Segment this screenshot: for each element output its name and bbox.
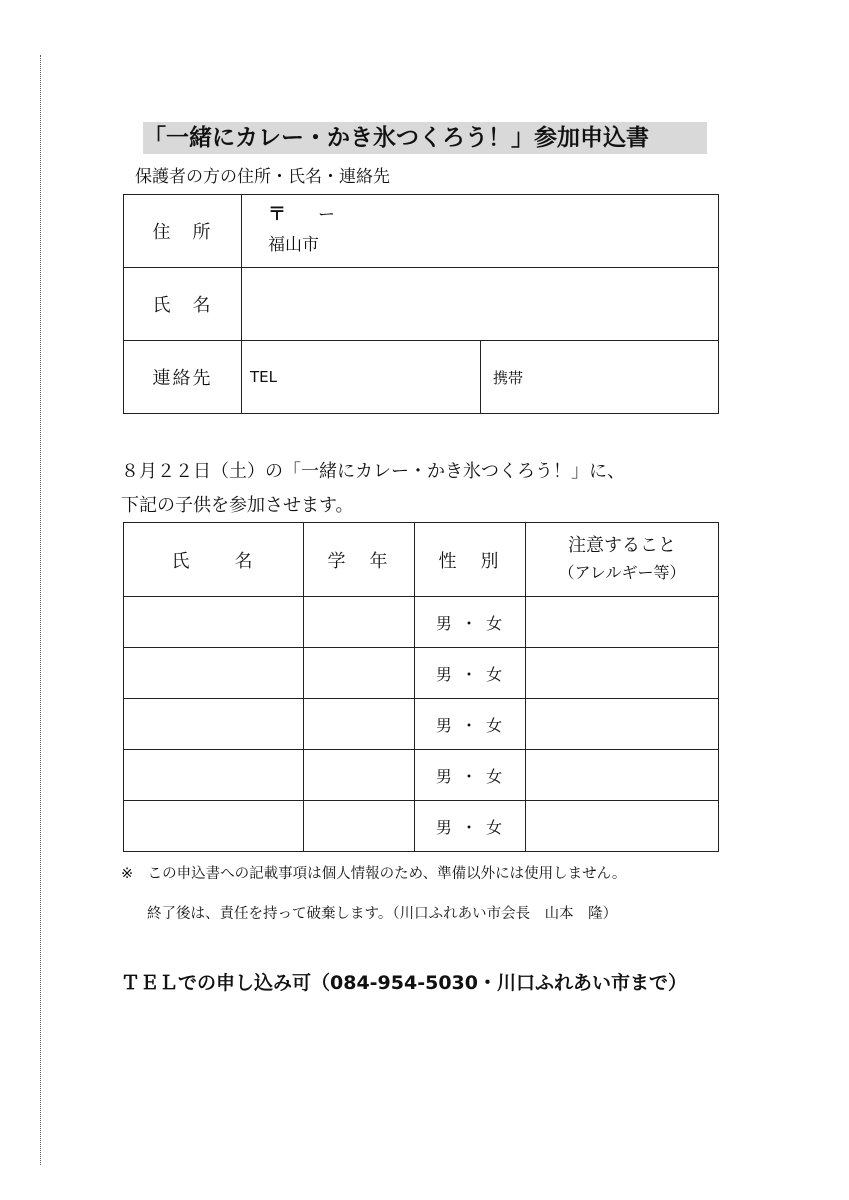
phone-application-note: ＴＥＬでの申し込み可（084-954-5030・川口ふれあい市まで） bbox=[121, 972, 687, 994]
mobile-field[interactable] bbox=[481, 341, 719, 414]
children-table-header bbox=[124, 523, 719, 597]
notes-header-sub: （アレルギー等） bbox=[558, 562, 686, 582]
grade-field[interactable] bbox=[304, 648, 415, 699]
notice-line-2: 下記の子供を参加させます。 bbox=[121, 495, 354, 516]
footnote-line-2: 終了後は、責任を持って破棄します。（川口ふれあい市会長 山本 隆） bbox=[147, 906, 618, 922]
child-name-field[interactable] bbox=[124, 801, 304, 852]
postal-code-field[interactable] bbox=[268, 200, 718, 230]
form-title: 「一緒にカレー・かき氷つくろう！」参加申込書 bbox=[143, 122, 707, 154]
sex-choice[interactable]: 男 ・ 女 bbox=[415, 597, 526, 648]
contact-label: 連絡先 bbox=[124, 341, 242, 414]
sex-choice[interactable]: 男 ・ 女 bbox=[415, 699, 526, 750]
table-row bbox=[124, 699, 719, 750]
notes-field[interactable] bbox=[526, 597, 719, 648]
sex-header: 性 別 bbox=[415, 523, 526, 597]
guardian-name-row bbox=[124, 268, 719, 341]
table-row bbox=[124, 648, 719, 699]
guardian-name-label: 氏 名 bbox=[124, 268, 242, 341]
tel-label: TEL bbox=[250, 368, 277, 386]
sex-choice[interactable]: 男 ・ 女 bbox=[415, 648, 526, 699]
address-label: 住 所 bbox=[124, 195, 242, 268]
notes-field[interactable] bbox=[526, 699, 719, 750]
grade-header: 学 年 bbox=[304, 523, 415, 597]
notice-line-1: ８月２２日（土）の「一緒にカレー・かき氷つくろう！」に、 bbox=[121, 461, 625, 482]
table-row bbox=[124, 801, 719, 852]
guardian-section-label: 保護者の方の住所・氏名・連絡先 bbox=[135, 167, 390, 187]
table-row bbox=[124, 597, 719, 648]
address-row bbox=[124, 195, 719, 268]
sex-choice[interactable]: 男 ・ 女 bbox=[415, 750, 526, 801]
guardian-name-field[interactable] bbox=[242, 268, 719, 341]
child-name-header: 氏 名 bbox=[124, 523, 304, 597]
child-name-field[interactable] bbox=[124, 648, 304, 699]
grade-field[interactable] bbox=[304, 750, 415, 801]
notes-field[interactable] bbox=[526, 648, 719, 699]
postal-dash: ー bbox=[318, 205, 335, 225]
tel-field[interactable] bbox=[242, 341, 481, 414]
binding-margin-line bbox=[40, 55, 41, 1165]
guardian-info-table bbox=[123, 194, 719, 414]
notes-field[interactable] bbox=[526, 801, 719, 852]
child-name-field[interactable] bbox=[124, 750, 304, 801]
grade-field[interactable] bbox=[304, 801, 415, 852]
grade-field[interactable] bbox=[304, 699, 415, 750]
notes-field[interactable] bbox=[526, 750, 719, 801]
address-field[interactable] bbox=[242, 195, 719, 268]
footnote-line-1: ※ この申込書への記載事項は個人情報のため、準備以外には使用しません。 bbox=[121, 866, 627, 882]
contact-row bbox=[124, 341, 719, 414]
postal-mark: 〒 bbox=[268, 204, 286, 225]
notes-header-main: 注意すること bbox=[568, 534, 676, 556]
mobile-label: 携帯 bbox=[493, 368, 524, 387]
privacy-footnote bbox=[121, 862, 626, 926]
participation-notice bbox=[121, 455, 625, 523]
notes-header bbox=[526, 523, 719, 597]
table-row bbox=[124, 750, 719, 801]
grade-field[interactable] bbox=[304, 597, 415, 648]
sex-choice[interactable]: 男 ・ 女 bbox=[415, 801, 526, 852]
child-name-field[interactable] bbox=[124, 597, 304, 648]
child-name-field[interactable] bbox=[124, 699, 304, 750]
children-table bbox=[123, 522, 719, 852]
address-prefill: 福山市 bbox=[268, 235, 319, 255]
